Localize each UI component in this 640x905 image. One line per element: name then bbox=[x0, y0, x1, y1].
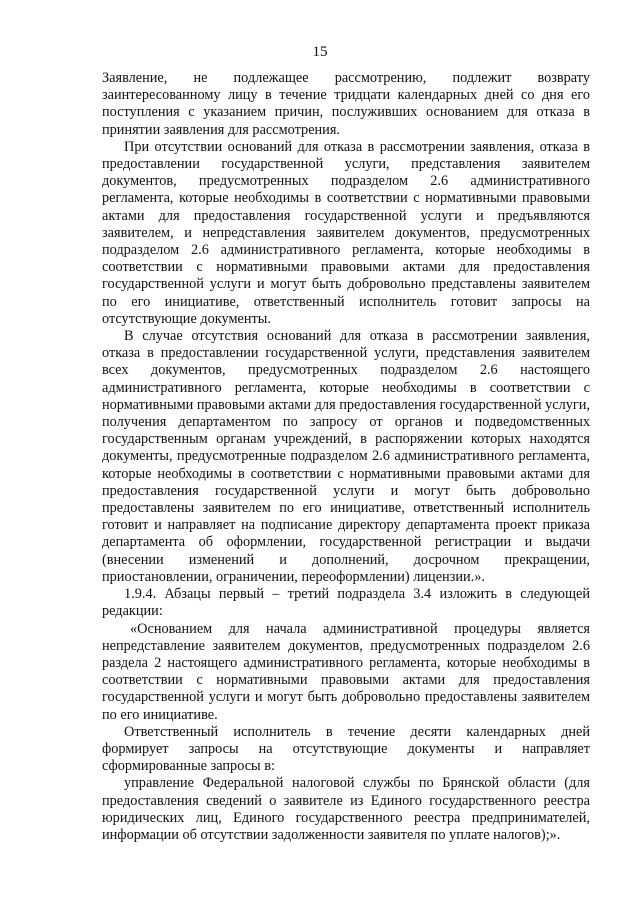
paragraph-absence-of-grounds: При отсутствии оснований для отказа в рассмотрении заявления, отказа в предоставлении государственной услуги, представления заявителем документов, предусмотренных подразделом 2.6 административного регламента, которые необходимы в соответствии с нормативными правовыми актами для предоставления государственной услуги и предъявляются заявителем, и непредставления заявителем документов, предусмотренных подразделом 2.6 административного регламента, которые необходимы в соответствии с нормативными правовыми актами для предоставления государственной услуги и могут быть добровольно представлены заявителем по его инициативе, ответственный исполнитель готовит запросы на отсутствующие документы. bbox=[102, 138, 590, 327]
paragraph-basis-for-procedure: «Основанием для начала административной процедуры является непредставление заявителем документов, предусмотренных подразделом 2.6 раздела 2 настоящего административного регламента, которые необходимы в соответствии с нормативными правовыми актами для предоставления государственной услуги и могут быть добровольно предоставлены заявителем по его инициативе. bbox=[102, 620, 590, 723]
paragraph-clause-1-9-4: 1.9.4. Абзацы первый – третий подраздела 3.4 изложить в следующей редакции: bbox=[102, 586, 590, 620]
paragraph-tax-service: управление Федеральной налоговой службы по Брянской области (для предоставления сведений о заявителе из Единого государственного реестра юридических лиц, Единого государственного реестра предпринимателей, информации об отсутствии задолженности заявителя по уплате налогов);». bbox=[102, 775, 590, 843]
document-body bbox=[102, 70, 590, 844]
paragraph-responsible-executor: Ответственный исполнитель в течение десяти календарных дней формирует запросы на отсутствующие документы и направляет сформированные запросы в: bbox=[102, 723, 590, 775]
page-number: 15 bbox=[312, 44, 328, 60]
paragraph-return-of-application: Заявление, не подлежащее рассмотрению, подлежит возврату заинтересованному лицу в течение тридцати календарных дней со дня его поступления с указанием причин, послуживших основанием для отказа в принятии заявления для рассмотрения. bbox=[102, 70, 590, 138]
paragraph-case-of-absence: В случае отсутствия оснований для отказа в рассмотрении заявления, отказа в предоставлении государственной услуги, представления заявителем всех документов, предусмотренных подразделом 2.6 настоящего административного регламента, которые необходимы в соответствии с нормативными правовыми актами для предоставления государственной услуги, получения департаментом по запросу от органов и подведомственных государственным органам учреждений, в распоряжении которых находятся документы, предусмотренные подразделом 2.6 административного регламента, которые необходимы в соответствии с нормативными правовыми актами для предоставления государственной услуги и могут быть добровольно предоставлены заявителем по его инициативе, ответственный исполнитель готовит и направляет на подписание директору департамента проект приказа департамента об оформлении, государственной регистрации и выдачи (внесении изменений и дополнений, досрочном прекращении, приостановлении, ограничении, переоформлении) лицензии.». bbox=[102, 328, 590, 585]
